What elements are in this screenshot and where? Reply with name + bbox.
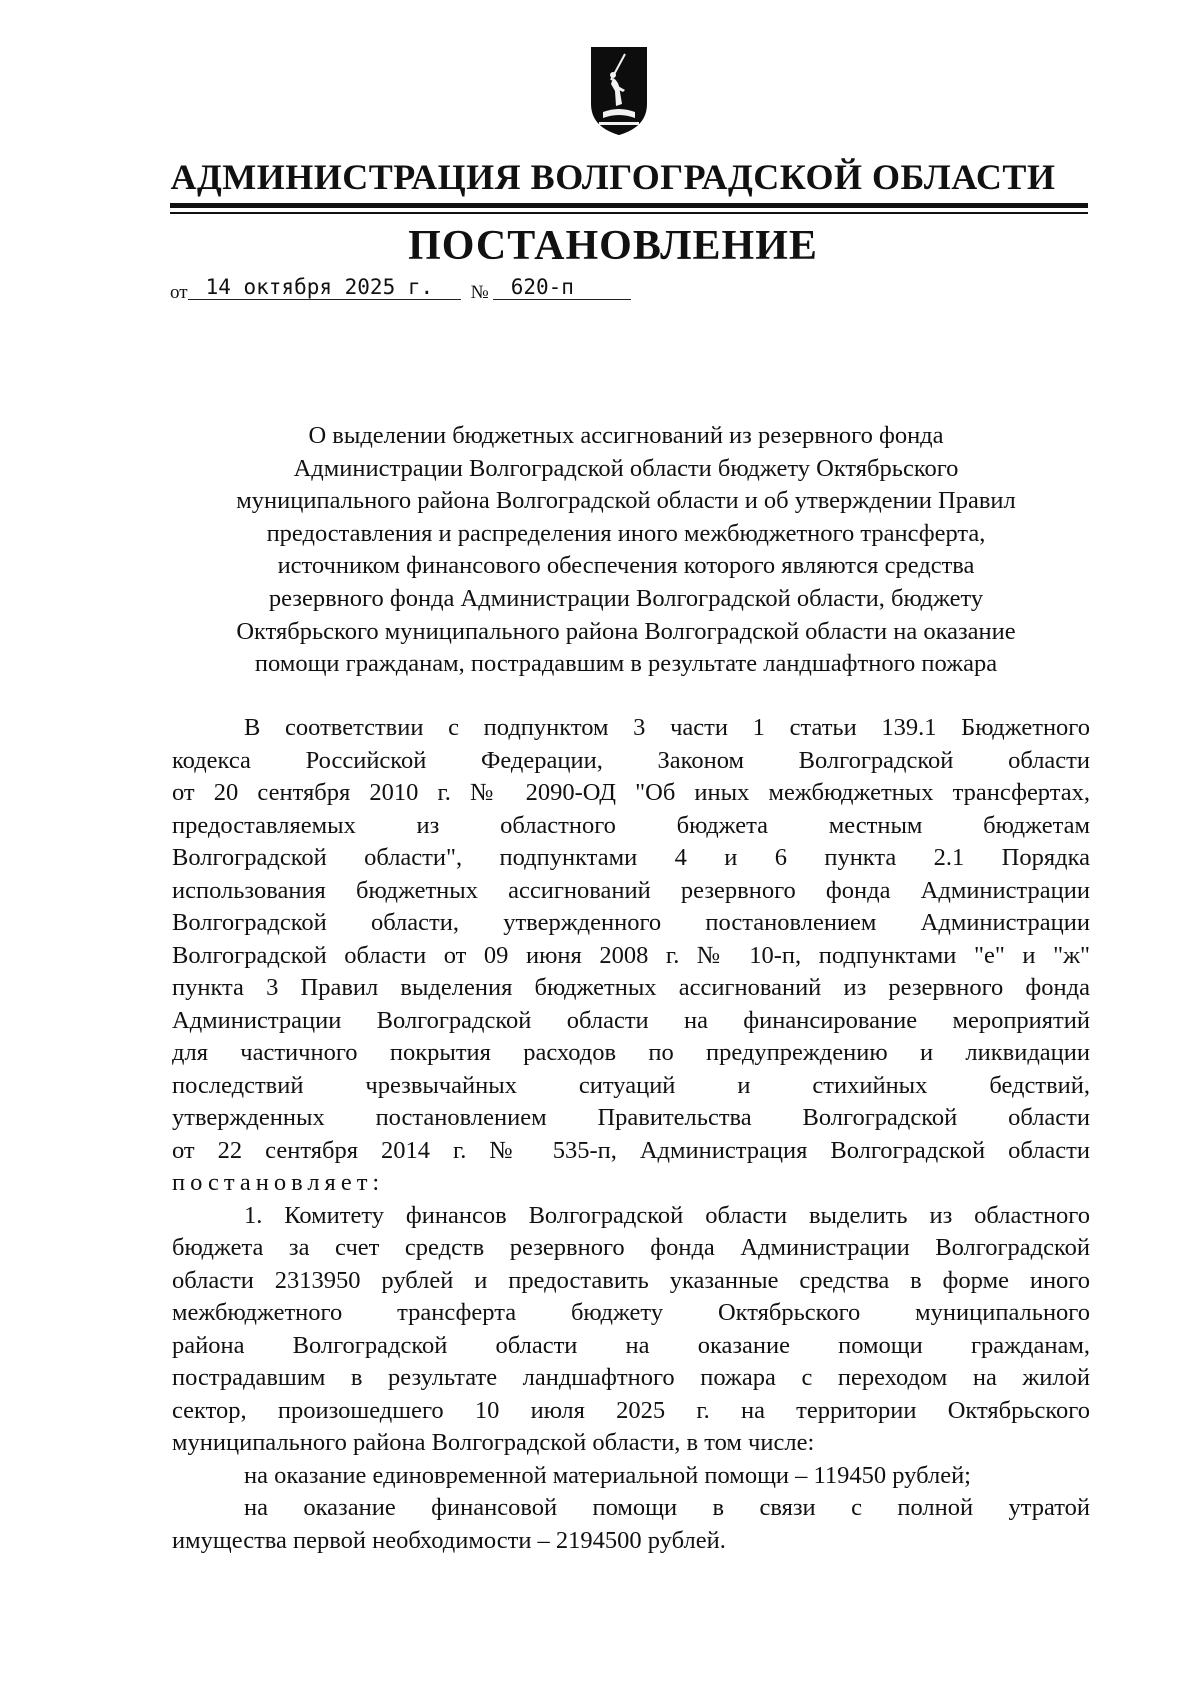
document-type-title: ПОСТАНОВЛЕНИЕ [408, 223, 818, 269]
subject-line: муниципального района Волгоградской области и об утверждении Правил [236, 487, 1016, 515]
date-prefix: от [170, 282, 188, 303]
subject-line: помощи гражданам, пострадавшим в результате ландшафтного пожара [254, 650, 998, 678]
header-rule-thick [170, 203, 1088, 208]
document-subject [160, 420, 1092, 681]
subject-line: предоставления и распределения иного межбюджетного трансферта, [266, 519, 986, 547]
preamble-line: для частичного покрытия расходов по предупреждению и ликвидации [172, 1039, 1090, 1066]
document-body [172, 712, 1090, 1557]
preamble-line: В соответствии с подпунктом 3 части 1 статьи 139.1 Бюджетного [244, 714, 1090, 741]
item-1-line: межбюджетного трансферта бюджету Октябрьского муниципального [172, 1299, 1090, 1326]
item-1-line: района Волгоградской области на оказание помощи гражданам, [172, 1331, 1090, 1359]
document-date: 14 октября 2025 г. [188, 275, 461, 300]
preamble-line: Волгоградской области от 09 июня 2008 г. № 10-п, подпунктами "е" и "ж" [172, 941, 1090, 969]
subject-line: О выделении бюджетных ассигнований из резервного фонда [308, 422, 944, 449]
sub-item-financial-aid-line: имущества первой необходимости – 2194500 рублей. [172, 1526, 726, 1554]
preamble-line: Волгоградской области", подпунктами 4 и 6 пункта 2.1 Порядка [172, 844, 1090, 871]
subject-line: источником финансового обеспечения которого являются средства [277, 552, 975, 580]
preamble-line: Администрации Волгоградской области на финансирование мероприятий [172, 1006, 1090, 1034]
subject-line: Октябрьского муниципального района Волгоградской области на оказание [236, 617, 1016, 645]
preamble-line: пункта 3 Правил выделения бюджетных ассигнований из резервного фонда [172, 974, 1090, 1001]
subject-line: Администрации Волгоградской области бюджету Октябрьского [293, 454, 959, 482]
header-rule-thin [170, 212, 1088, 214]
subject-line: резервного фонда Администрации Волгоградской области, бюджету [268, 584, 984, 612]
preamble-line: от 20 сентября 2010 г. № 2090-ОД "Об иных межбюджетных трансфертах, [172, 779, 1090, 806]
preamble-line: предоставляемых из областного бюджета местным бюджетам [172, 811, 1090, 839]
decree-word: постановляет: [172, 1169, 385, 1196]
item-1-line: бюджета за счет средств резервного фонда Администрации Волгоградской [172, 1234, 1090, 1261]
document-date-line [170, 274, 631, 304]
preamble-line: использования бюджетных ассигнований резервного фонда Администрации [172, 876, 1090, 904]
preamble-line: Волгоградской области, утвержденного постановлением Администрации [172, 909, 1090, 936]
item-1-line: 1. Комитету финансов Волгоградской области выделить из областного [244, 1201, 1090, 1229]
item-1-line: области 2313950 рублей и предоставить указанные средства в форме иного [172, 1266, 1090, 1294]
item-1-line: пострадавшим в результате ландшафтного пожара с переходом на жилой [172, 1364, 1090, 1391]
preamble-line: от 22 сентября 2014 г. № 535-п, Администрация Волгоградской области [172, 1136, 1090, 1164]
number-prefix: № [470, 282, 489, 303]
preamble-line: кодекса Российской Федерации, Законом Волгоградской области [172, 746, 1090, 774]
sub-item-financial-aid-line: на оказание финансовой помощи в связи с полной утратой [244, 1494, 1090, 1521]
organization-title: АДМИНИСТРАЦИЯ ВОЛГОГРАДСКОЙ ОБЛАСТИ [170, 157, 1056, 197]
preamble-line: утвержденных постановлением Правительства Волгоградской области [172, 1104, 1090, 1131]
item-1-line: муниципального района Волгоградской области, в том числе: [172, 1429, 815, 1456]
preamble-line: последствий чрезвычайных ситуаций и стихийных бедствий, [172, 1071, 1090, 1099]
sub-item-material-aid: на оказание единовременной материальной помощи – 119450 рублей; [244, 1461, 971, 1489]
item-1-line: сектор, произошедшего 10 июля 2025 г. на территории Октябрьского [172, 1396, 1090, 1424]
volgograd-emblem-icon [589, 46, 649, 138]
document-number: 620-п [493, 275, 631, 300]
